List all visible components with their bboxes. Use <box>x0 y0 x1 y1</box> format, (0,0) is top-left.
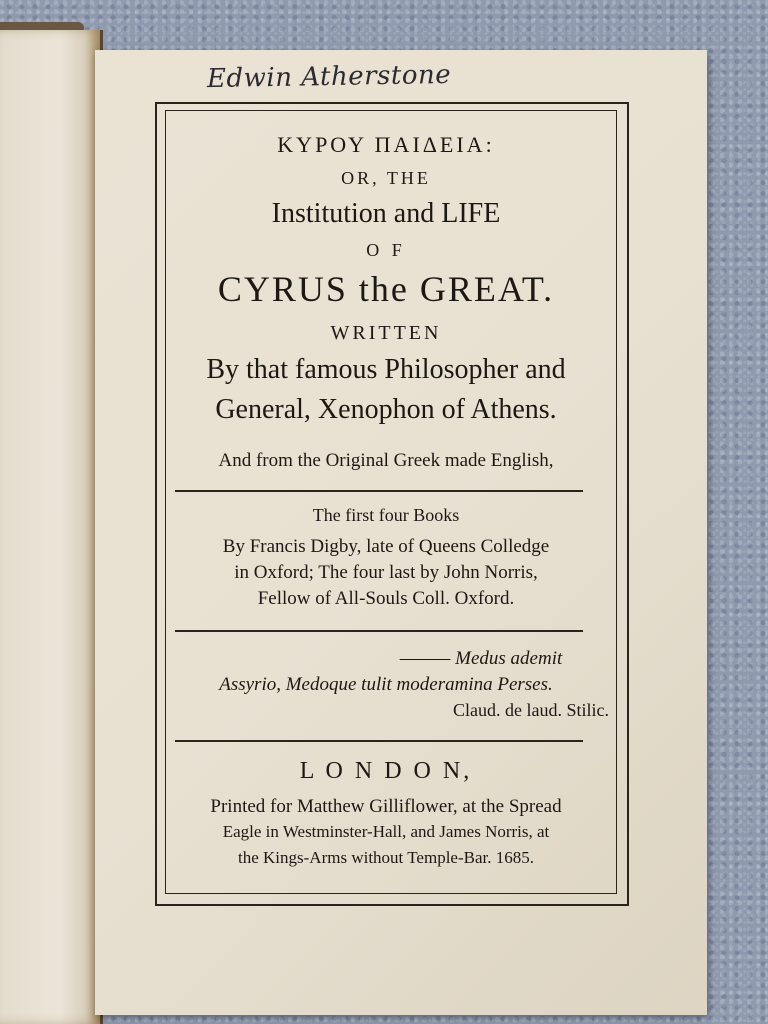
divider-3 <box>175 740 583 742</box>
eagle-line: Eagle in Westminster-Hall, and James Norris, at <box>222 822 550 841</box>
original-greek-line: And from the Original Greek made English, <box>218 450 554 471</box>
cyrus-line: CYRUS the GREAT. <box>217 269 555 309</box>
first-four-books: The first four Books <box>312 505 460 525</box>
divider-2 <box>175 630 583 632</box>
oxford-line: in Oxford; The four last by John Norris, <box>234 562 538 583</box>
quote-citation: Claud. de laud. Stilic. <box>453 700 609 720</box>
quote-line-1: ——— Medus ademit <box>399 648 563 669</box>
general-line: General, Xenophon of Athens. <box>215 394 557 425</box>
quote-line-2: Assyrio, Medoque tulit moderamina Perses. <box>219 674 553 695</box>
digby-line: By Francis Digby, late of Queens Colledge <box>222 536 550 557</box>
institution-line: Institution and LIFE <box>271 198 501 229</box>
greek-title: ΚΥΡΟΥ ΠΑΙΔΕΙΑ: <box>277 132 495 157</box>
fellow-line: Fellow of All-Souls Coll. Oxford. <box>257 588 515 609</box>
london-line: L O N D O N, <box>299 758 473 784</box>
kings-line: the Kings-Arms without Temple-Bar. 1685. <box>238 848 534 867</box>
by-line: By that famous Philosopher and <box>206 354 566 385</box>
or-the-line: OR, THE <box>341 168 431 188</box>
divider-1 <box>175 490 583 492</box>
of-line: O F <box>366 240 406 260</box>
written-line: WRITTEN <box>330 322 442 344</box>
ink-signature: Edwin Atherstone <box>206 59 452 95</box>
title-page <box>95 50 707 1015</box>
printed-line: Printed for Matthew Gilliflower, at the Spread <box>210 796 562 817</box>
